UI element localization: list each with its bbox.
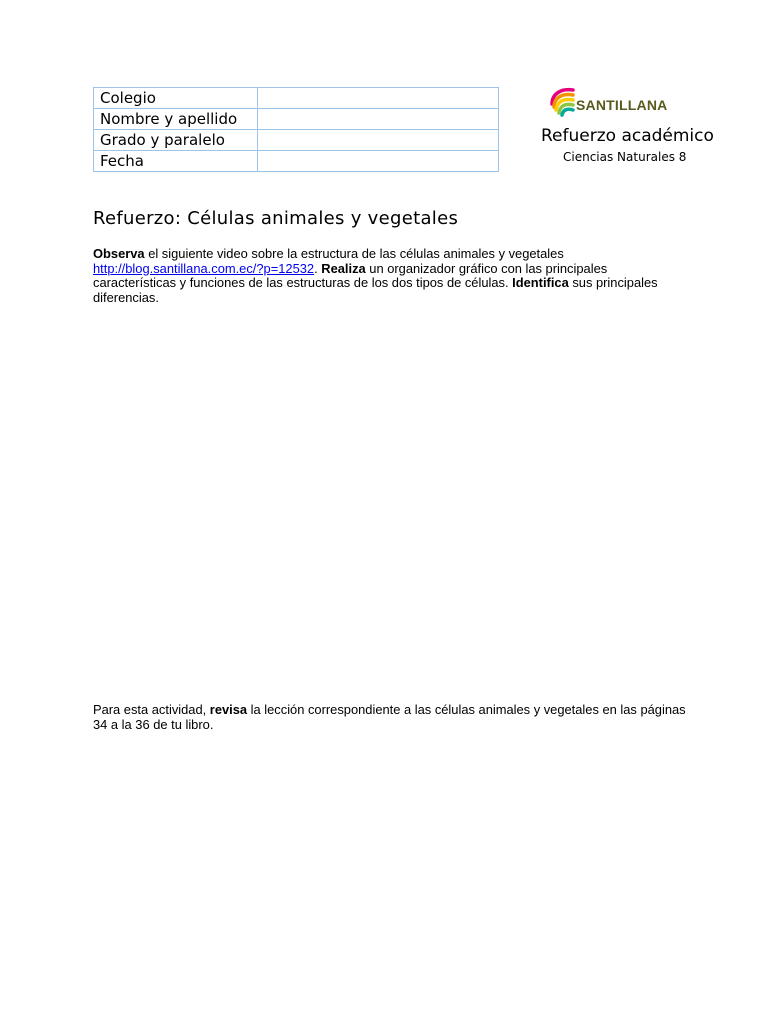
document-title: Refuerzo: Células animales y vegetales [93,208,459,229]
header-title: Refuerzo académico [541,126,714,146]
label-grado: Grado y paralelo [94,130,258,151]
revisa-keyword: revisa [209,702,248,717]
video-link[interactable]: http://blog.santillana.com.ec/?p=12532 [93,260,315,276]
value-fecha[interactable] [258,151,499,172]
value-nombre[interactable] [258,109,499,130]
table-row [94,88,499,109]
paragraph-text: un organizador gráfico con las principales características y funciones de las estructuras de los dos tipos de células. [93,260,608,291]
paragraph-text: Para esta actividad, [93,702,210,717]
paragraph-text: . [314,260,322,276]
label-fecha: Fecha [94,151,258,172]
realiza-keyword: Realiza [321,260,366,276]
santillana-rainbow-icon [549,86,575,118]
value-colegio[interactable] [258,88,499,109]
table-row [94,130,499,151]
table-row [94,151,499,172]
table-row [94,109,499,130]
activity-note-paragraph [93,703,693,732]
instructions-paragraph [93,247,693,306]
observe-keyword: Observa [93,246,145,261]
label-nombre: Nombre y apellido [94,109,258,130]
paragraph-text: sus principales diferencias. [93,275,658,306]
label-colegio: Colegio [94,88,258,109]
santillana-logo [549,86,674,118]
paragraph-text: la lección correspondiente a las células animales y vegetales en las páginas 34 a la 36 de tu libro. [93,702,686,732]
value-grado[interactable] [258,130,499,151]
student-info-table [93,87,499,172]
paragraph-text: el siguiente video sobre la estructura de las células animales y vegetales [144,246,564,261]
header-subtitle: Ciencias Naturales 8 [563,150,687,164]
logo-text: SANTILLANA [576,97,668,113]
identifica-keyword: Identifica [512,275,569,291]
